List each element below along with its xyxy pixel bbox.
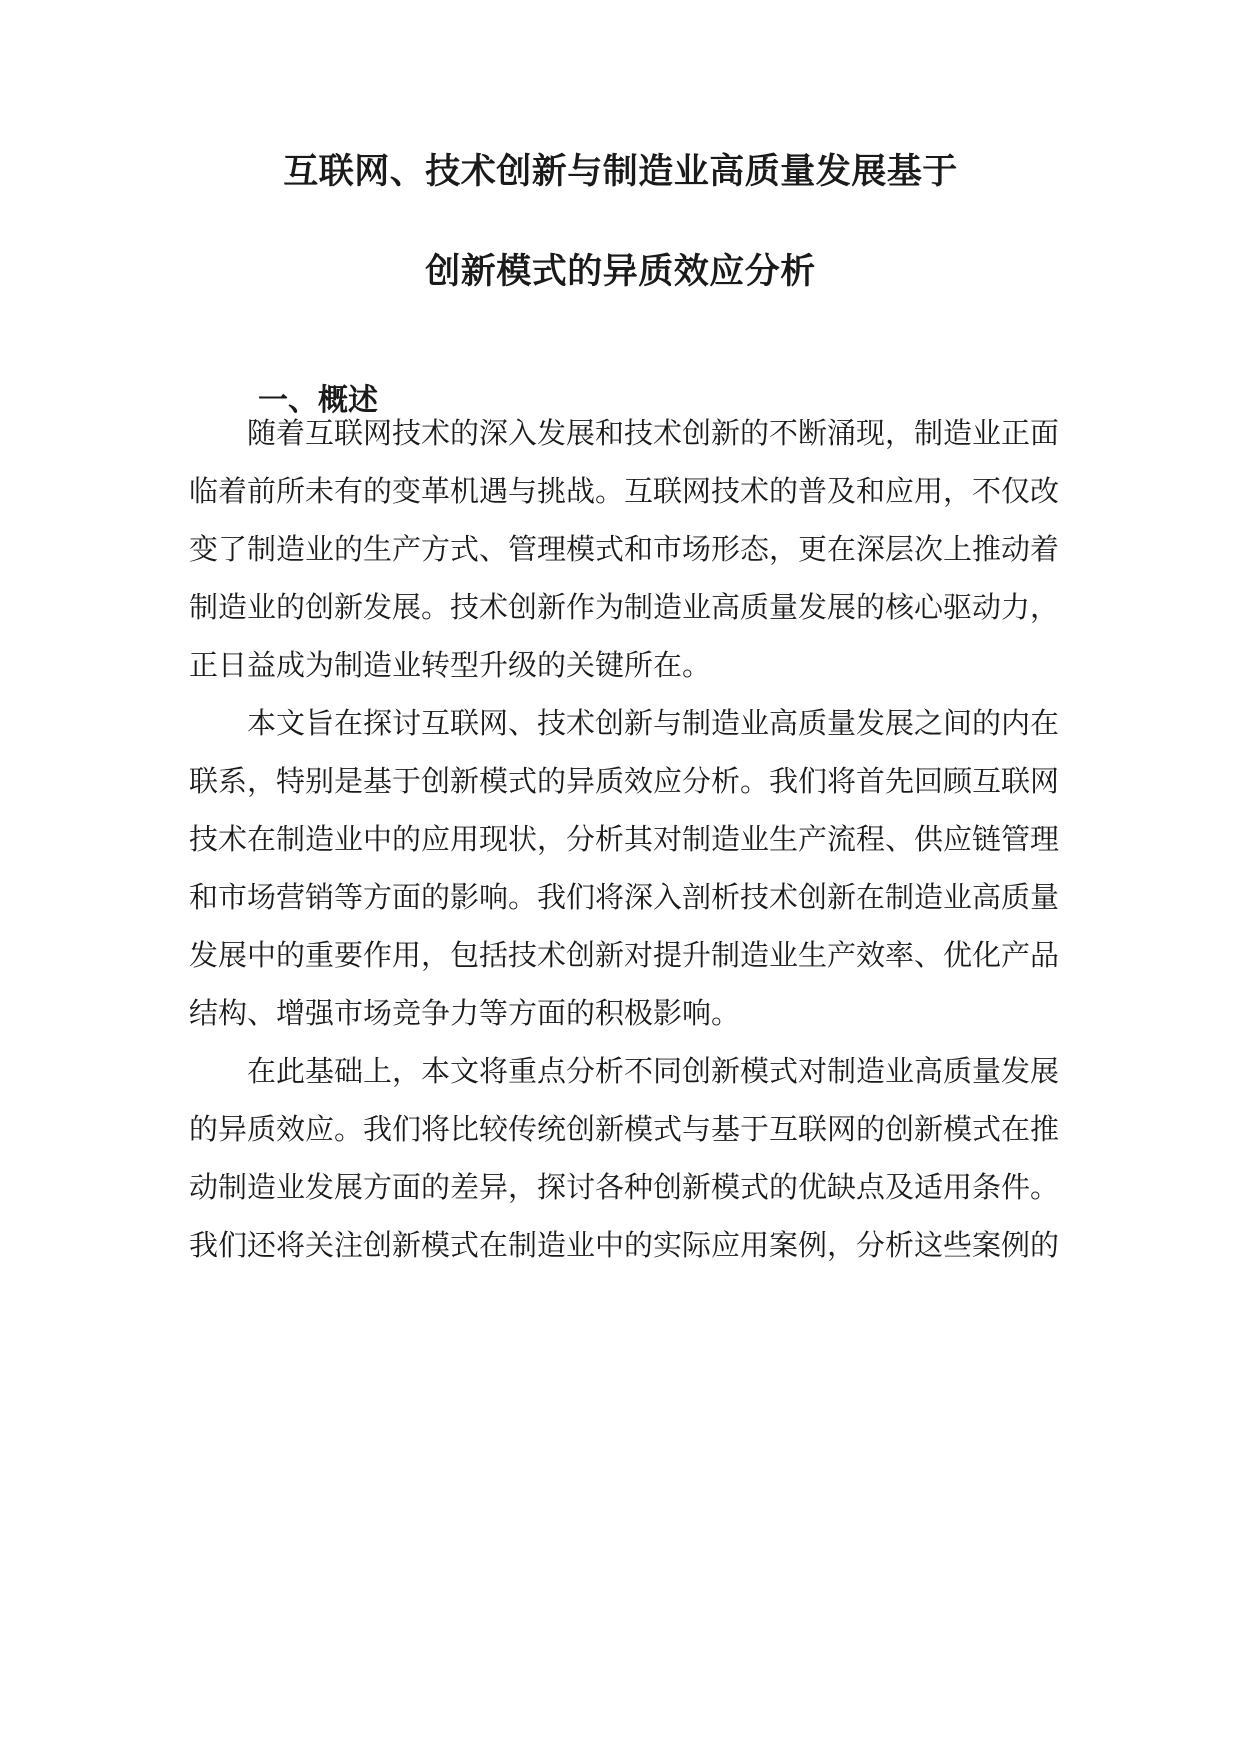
body-line: 本文旨在探讨互联网、技术创新与制造业高质量发展之间的内在 <box>247 706 1060 740</box>
body-line: 结构、增强市场竞争力等方面的积极影响。 <box>189 996 741 1030</box>
body-line: 我们还将关注创新模式在制造业中的实际应用案例，分析这些案例的 <box>189 1228 1060 1262</box>
document-title-line-1: 互联网、技术创新与制造业高质量发展基于 <box>283 152 958 192</box>
body-line: 联系，特别是基于创新模式的异质效应分析。我们将首先回顾互联网 <box>189 764 1060 798</box>
body-line: 随着互联网技术的深入发展和技术创新的不断涌现，制造业正面 <box>247 416 1060 450</box>
body-line: 发展中的重要作用，包括技术创新对提升制造业生产效率、优化产品 <box>189 938 1060 972</box>
body-line: 动制造业发展方面的差异，探讨各种创新模式的优缺点及适用条件。 <box>189 1170 1060 1204</box>
body-line: 技术在制造业中的应用现状，分析其对制造业生产流程、供应链管理 <box>189 822 1060 856</box>
body-line: 制造业的创新发展。技术创新作为制造业高质量发展的核心驱动力， <box>189 590 1060 624</box>
body-line: 在此基础上，本文将重点分析不同创新模式对制造业高质量发展 <box>247 1054 1060 1088</box>
body-line: 和市场营销等方面的影响。我们将深入剖析技术创新在制造业高质量 <box>189 880 1060 914</box>
body-line: 正日益成为制造业转型升级的关键所在。 <box>189 648 712 682</box>
body-line: 临着前所未有的变革机遇与挑战。互联网技术的普及和应用，不仅改 <box>189 474 1060 508</box>
section-heading-overview: 一、概述 <box>258 383 378 418</box>
body-line: 的异质效应。我们将比较传统创新模式与基于互联网的创新模式在推 <box>189 1112 1060 1146</box>
body-line: 变了制造业的生产方式、管理模式和市场形态，更在深层次上推动着 <box>189 532 1060 566</box>
document-title-line-2: 创新模式的异质效应分析 <box>425 252 816 292</box>
